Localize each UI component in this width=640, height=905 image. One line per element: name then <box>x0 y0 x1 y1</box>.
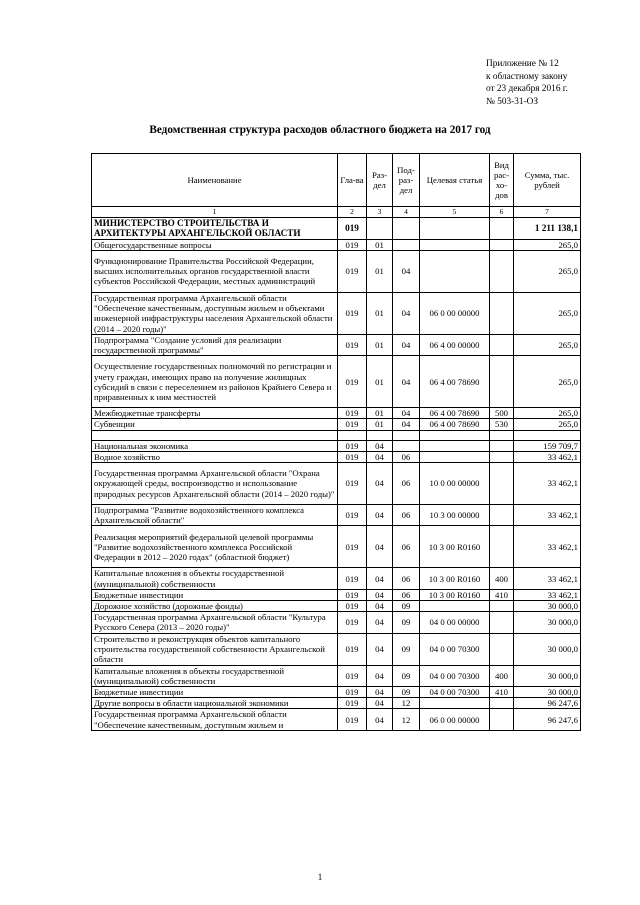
col-number: 7 <box>514 207 581 218</box>
cell-podrazdel: 04 <box>393 356 420 408</box>
table-row <box>92 218 581 239</box>
column-number-row <box>92 207 581 218</box>
table-row <box>92 526 581 568</box>
cell-summa: 30 000,0 <box>514 687 581 698</box>
cell-razdel: 04 <box>367 568 393 589</box>
cell-podrazdel: 09 <box>393 633 420 665</box>
cell-summa: 33 462,1 <box>514 589 581 600</box>
cell-summa: 265,0 <box>514 419 581 430</box>
cell-glava: 019 <box>338 239 367 250</box>
cell-statya: 10 3 00 R0160 <box>420 568 490 589</box>
cell-razdel: 01 <box>367 239 393 250</box>
table-row <box>92 250 581 292</box>
cell-glava: 019 <box>338 218 367 239</box>
header-name: Наименование <box>92 154 338 207</box>
cell-podrazdel: 06 <box>393 589 420 600</box>
cell-vid <box>490 356 514 408</box>
cell-summa: 265,0 <box>514 334 581 355</box>
header-summa: Сумма, тыс. рублей <box>514 154 581 207</box>
document-title: Ведомственная структура расходов областного бюджета на 2017 год <box>149 124 491 136</box>
cell-razdel: 04 <box>367 665 393 686</box>
cell-statya: 06 4 00 78690 <box>420 408 490 419</box>
cell-vid <box>490 451 514 462</box>
cell-statya <box>420 250 490 292</box>
cell-razdel: 04 <box>367 463 393 505</box>
cell-summa: 30 000,0 <box>514 612 581 633</box>
table-row <box>92 687 581 698</box>
table-row <box>92 589 581 600</box>
cell-razdel: 04 <box>367 601 393 612</box>
col-number: 5 <box>420 207 490 218</box>
cell-vid <box>490 292 514 334</box>
cell-name <box>92 430 338 440</box>
cell-statya: 04 0 00 70300 <box>420 687 490 698</box>
cell-podrazdel: 09 <box>393 601 420 612</box>
cell-podrazdel: 06 <box>393 451 420 462</box>
cell-summa: 30 000,0 <box>514 601 581 612</box>
cell-razdel: 04 <box>367 589 393 600</box>
header-razdel: Раз-дел <box>367 154 393 207</box>
header-statya: Целевая статья <box>420 154 490 207</box>
header-podrazdel: Под-раз-дел <box>393 154 420 207</box>
table-row <box>92 633 581 665</box>
cell-glava: 019 <box>338 463 367 505</box>
table-row <box>92 419 581 430</box>
annex-line-3: от 23 декабря 2016 г. <box>486 84 568 95</box>
table-row <box>92 451 581 462</box>
cell-summa <box>514 430 581 440</box>
cell-podrazdel: 04 <box>393 250 420 292</box>
cell-podrazdel: 06 <box>393 463 420 505</box>
cell-podrazdel <box>393 239 420 250</box>
cell-glava: 019 <box>338 612 367 633</box>
col-number: 2 <box>338 207 367 218</box>
cell-vid: 410 <box>490 687 514 698</box>
cell-vid: 530 <box>490 419 514 430</box>
cell-glava: 019 <box>338 451 367 462</box>
cell-podrazdel <box>393 218 420 239</box>
cell-vid <box>490 633 514 665</box>
cell-podrazdel: 04 <box>393 292 420 334</box>
cell-name: Общегосударственные вопросы <box>92 239 338 250</box>
cell-glava: 019 <box>338 698 367 709</box>
cell-summa: 265,0 <box>514 408 581 419</box>
cell-vid: 400 <box>490 665 514 686</box>
table-row <box>92 463 581 505</box>
cell-podrazdel: 12 <box>393 698 420 709</box>
cell-statya: 06 4 00 00000 <box>420 334 490 355</box>
cell-vid <box>490 709 514 730</box>
cell-statya <box>420 239 490 250</box>
cell-statya: 04 0 00 70300 <box>420 633 490 665</box>
cell-summa: 33 462,1 <box>514 505 581 526</box>
cell-statya: 06 4 00 78690 <box>420 419 490 430</box>
cell-vid <box>490 440 514 451</box>
cell-podrazdel: 04 <box>393 334 420 355</box>
cell-vid <box>490 505 514 526</box>
cell-name: Бюджетные инвестиции <box>92 589 338 600</box>
cell-podrazdel: 06 <box>393 526 420 568</box>
cell-razdel: 04 <box>367 698 393 709</box>
table-row <box>92 612 581 633</box>
table-row <box>92 709 581 730</box>
cell-summa: 33 462,1 <box>514 451 581 462</box>
cell-name: Субвенции <box>92 419 338 430</box>
cell-glava: 019 <box>338 250 367 292</box>
cell-name: Государственная программа Архангельской области "Культура Русского Севера (2013 – 2020 годы)" <box>92 612 338 633</box>
cell-vid <box>490 698 514 709</box>
cell-summa: 265,0 <box>514 250 581 292</box>
cell-summa: 265,0 <box>514 292 581 334</box>
cell-vid <box>490 239 514 250</box>
cell-glava: 019 <box>338 589 367 600</box>
cell-vid <box>490 526 514 568</box>
cell-statya: 10 3 00 R0160 <box>420 589 490 600</box>
cell-vid <box>490 612 514 633</box>
cell-name: Государственная программа Архангельской области "Охрана окружающей среды, воспроизводство и использование природных ресурсов Архангельской области (2014 – 2020 годы)" <box>92 463 338 505</box>
table-row <box>92 430 581 440</box>
cell-razdel: 04 <box>367 709 393 730</box>
cell-statya: 10 3 00 R0160 <box>420 526 490 568</box>
cell-statya: 10 3 00 00000 <box>420 505 490 526</box>
cell-vid <box>490 334 514 355</box>
cell-glava: 019 <box>338 601 367 612</box>
header-glava: Гла-ва <box>338 154 367 207</box>
cell-vid <box>490 601 514 612</box>
cell-vid: 410 <box>490 589 514 600</box>
cell-glava: 019 <box>338 709 367 730</box>
annex-line-2: к областному закону <box>486 71 568 82</box>
cell-name: Подпрограмма "Создание условий для реализации государственной программы" <box>92 334 338 355</box>
cell-summa: 33 462,1 <box>514 463 581 505</box>
annex-line-4: № 503-31-ОЗ <box>486 96 538 107</box>
cell-summa: 33 462,1 <box>514 526 581 568</box>
cell-razdel: 04 <box>367 633 393 665</box>
cell-name: МИНИСТЕРСТВО СТРОИТЕЛЬСТВА И АРХИТЕКТУРЫ АРХАНГЕЛЬСКОЙ ОБЛАСТИ <box>92 218 338 239</box>
cell-podrazdel <box>393 440 420 451</box>
col-number: 3 <box>367 207 393 218</box>
cell-summa: 96 247,6 <box>514 698 581 709</box>
cell-name: Функционирование Правительства Российской Федерации, высших исполнительных органов государственной власти субъектов Российской Федерации, местных администраций <box>92 250 338 292</box>
table-row <box>92 505 581 526</box>
page-number: 1 <box>317 872 323 882</box>
cell-podrazdel: 09 <box>393 612 420 633</box>
table-row <box>92 601 581 612</box>
cell-summa: 30 000,0 <box>514 633 581 665</box>
cell-summa: 1 211 138,1 <box>514 218 581 239</box>
cell-glava: 019 <box>338 292 367 334</box>
cell-razdel: 01 <box>367 334 393 355</box>
cell-razdel: 04 <box>367 687 393 698</box>
cell-statya: 06 4 00 78690 <box>420 356 490 408</box>
cell-vid: 400 <box>490 568 514 589</box>
table-row <box>92 665 581 686</box>
cell-statya <box>420 698 490 709</box>
cell-razdel: 01 <box>367 250 393 292</box>
cell-glava: 019 <box>338 665 367 686</box>
cell-glava: 019 <box>338 419 367 430</box>
cell-razdel: 01 <box>367 292 393 334</box>
cell-name: Капитальные вложения в объекты государственной (муниципальной) собственности <box>92 568 338 589</box>
table-row <box>92 440 581 451</box>
cell-glava: 019 <box>338 505 367 526</box>
cell-statya: 10 0 00 00000 <box>420 463 490 505</box>
cell-statya: 06 0 00 00000 <box>420 709 490 730</box>
cell-name: Государственная программа Архангельской области "Обеспечение качественным, доступным жильем и объектами инженерной инфраструктуры населения Архангельской области (2014 – 2020 годы)" <box>92 292 338 334</box>
cell-podrazdel <box>393 430 420 440</box>
cell-summa: 265,0 <box>514 239 581 250</box>
table-row <box>92 408 581 419</box>
col-number: 1 <box>92 207 338 218</box>
cell-razdel: 04 <box>367 612 393 633</box>
cell-podrazdel: 12 <box>393 709 420 730</box>
cell-vid <box>490 218 514 239</box>
cell-vid <box>490 463 514 505</box>
cell-razdel: 01 <box>367 356 393 408</box>
cell-razdel <box>367 430 393 440</box>
cell-vid: 500 <box>490 408 514 419</box>
cell-razdel <box>367 218 393 239</box>
cell-glava: 019 <box>338 526 367 568</box>
cell-name: Бюджетные инвестиции <box>92 687 338 698</box>
cell-glava: 019 <box>338 334 367 355</box>
table-row <box>92 356 581 408</box>
cell-glava: 019 <box>338 440 367 451</box>
cell-name: Реализация мероприятий федеральной целевой программы "Развитие водохозяйственного комплекса Российской Федерации в 2012 – 2020 годах" (областной бюджет) <box>92 526 338 568</box>
table-header-row <box>92 154 581 207</box>
cell-summa: 96 247,6 <box>514 709 581 730</box>
cell-podrazdel: 09 <box>393 665 420 686</box>
cell-podrazdel: 06 <box>393 568 420 589</box>
cell-glava: 019 <box>338 687 367 698</box>
table-row <box>92 568 581 589</box>
cell-summa: 33 462,1 <box>514 568 581 589</box>
cell-podrazdel: 09 <box>393 687 420 698</box>
cell-name: Дорожное хозяйство (дорожные фонды) <box>92 601 338 612</box>
cell-statya <box>420 218 490 239</box>
cell-glava: 019 <box>338 633 367 665</box>
cell-summa: 159 709,7 <box>514 440 581 451</box>
col-number: 4 <box>393 207 420 218</box>
cell-glava: 019 <box>338 356 367 408</box>
cell-razdel: 01 <box>367 419 393 430</box>
cell-name: Капитальные вложения в объекты государственной (муниципальной) собственности <box>92 665 338 686</box>
cell-statya <box>420 451 490 462</box>
cell-summa: 265,0 <box>514 356 581 408</box>
cell-podrazdel: 04 <box>393 419 420 430</box>
header-vid: Вид рас-хо-дов <box>490 154 514 207</box>
cell-name: Осуществление государственных полномочий по регистрации и учету граждан, имеющих право на получение жилищных субсидий в связи с переселением из районов Крайнего Севера и приравненных к ним местностей <box>92 356 338 408</box>
cell-statya: 04 0 00 00000 <box>420 612 490 633</box>
cell-statya: 06 0 00 00000 <box>420 292 490 334</box>
table-row <box>92 698 581 709</box>
cell-statya <box>420 430 490 440</box>
cell-summa: 30 000,0 <box>514 665 581 686</box>
cell-vid <box>490 250 514 292</box>
cell-name: Водное хозяйство <box>92 451 338 462</box>
table-row <box>92 292 581 334</box>
cell-glava: 019 <box>338 408 367 419</box>
cell-statya: 04 0 00 70300 <box>420 665 490 686</box>
cell-name: Межбюджетные трансферты <box>92 408 338 419</box>
cell-glava <box>338 430 367 440</box>
cell-name: Национальная экономика <box>92 440 338 451</box>
cell-podrazdel: 04 <box>393 408 420 419</box>
cell-name: Строительство и реконструкция объектов капитального строительства государственной собственности Архангельской области <box>92 633 338 665</box>
cell-vid <box>490 430 514 440</box>
col-number: 6 <box>490 207 514 218</box>
cell-glava: 019 <box>338 568 367 589</box>
cell-razdel: 04 <box>367 451 393 462</box>
table-row <box>92 239 581 250</box>
cell-statya <box>420 440 490 451</box>
cell-name: Государственная программа Архангельской области "Обеспечение качественным, доступным жильем и <box>92 709 338 730</box>
annex-note <box>486 58 568 108</box>
cell-razdel: 04 <box>367 526 393 568</box>
cell-razdel: 04 <box>367 505 393 526</box>
budget-table <box>91 153 581 731</box>
annex-line-1: Приложение № 12 <box>486 59 559 69</box>
cell-razdel: 01 <box>367 408 393 419</box>
cell-name: Подпрограмма "Развитие водохозяйственного комплекса Архангельской области" <box>92 505 338 526</box>
table-row <box>92 334 581 355</box>
cell-podrazdel: 06 <box>393 505 420 526</box>
cell-name: Другие вопросы в области национальной экономики <box>92 698 338 709</box>
cell-razdel: 04 <box>367 440 393 451</box>
cell-statya <box>420 601 490 612</box>
